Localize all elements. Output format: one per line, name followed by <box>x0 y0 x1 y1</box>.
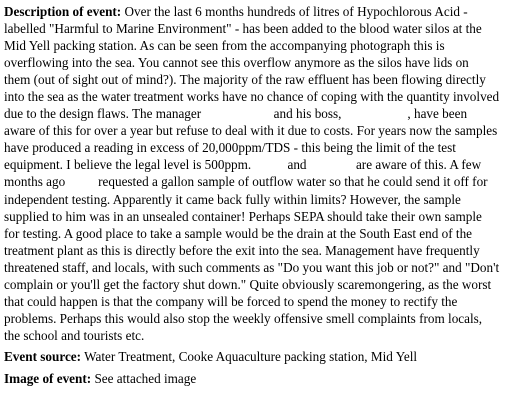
event-source-label: Event source: <box>4 348 82 364</box>
description-line-2: labelled "Harmful to Marine Environment" - has been added to the blood water silos at the <box>4 21 482 37</box>
description-line-14: for testing. A good place to take a sample would be the drain at the South East end of the <box>4 225 473 241</box>
description-line-5: them (out of sight out of mind?). The majority of the raw effluent has been flowing directly <box>4 72 486 88</box>
description-line-17: complain or you'll get the factory shut down." Quite obviously scaremongering, as the worst <box>4 276 492 292</box>
description-line-6: into the sea as the water treatment works have no chance of coping with the quantity involved <box>4 89 500 105</box>
description-line-11: months ago requested a gallon sample of outflow water so that he could send it off for <box>4 174 488 190</box>
description-line-12: independent testing. Apparently it came back fully within limits? However, the sample <box>4 191 461 207</box>
description-line-18: that could happen is that the company will be forced to spend the money to rectify the <box>4 293 458 309</box>
event-description <box>4 3 518 344</box>
description-line-7: due to the design flaws. The manager and his boss, , have been <box>4 106 468 122</box>
description-text-1: Over the last 6 months hundreds of litres of Hypochlorous Acid - <box>121 4 468 19</box>
event-image-value: See attached image <box>91 370 197 386</box>
event-report <box>4 3 518 387</box>
description-line-19: problems. Perhaps this would also stop the weekly offensive smell complaints from locals, <box>4 310 483 326</box>
description-label: Description of event: <box>4 4 122 19</box>
description-line-15: treatment plant as this is directly before the exit into the sea. Management have frequently <box>4 242 480 258</box>
event-source <box>4 348 518 365</box>
description-line-9: have produced a reading in excess of 20,000ppm/TDS - this being the limit of the test <box>4 140 456 156</box>
description-line-10: equipment. I believe the legal level is 500ppm. and are aware of this. A few <box>4 157 482 173</box>
description-line-8: aware of this for over a year but refuse to deal with it due to costs. For years now the samples <box>4 123 498 139</box>
description-line-13: supplied to him was in an unsealed container! Perhaps SEPA should take their own sample <box>4 208 482 224</box>
event-image-label: Image of event: <box>4 370 92 386</box>
description-line-16: threatened staff, and locals, with such comments as "Do you want this job or not?" and "Don't <box>4 259 500 275</box>
description-line-3: Mid Yell packing station. As can be seen from the accompanying photograph this is <box>4 38 445 54</box>
event-source-value: Water Treatment, Cooke Aquaculture packing station, Mid Yell <box>81 348 418 364</box>
description-line-4: overflowing into the sea. You cannot see this overflow anymore as the silos have lids on <box>4 55 469 71</box>
description-line-20: the school and tourists etc. <box>4 327 145 343</box>
event-image <box>4 370 518 387</box>
description-line-1 <box>4 3 518 20</box>
